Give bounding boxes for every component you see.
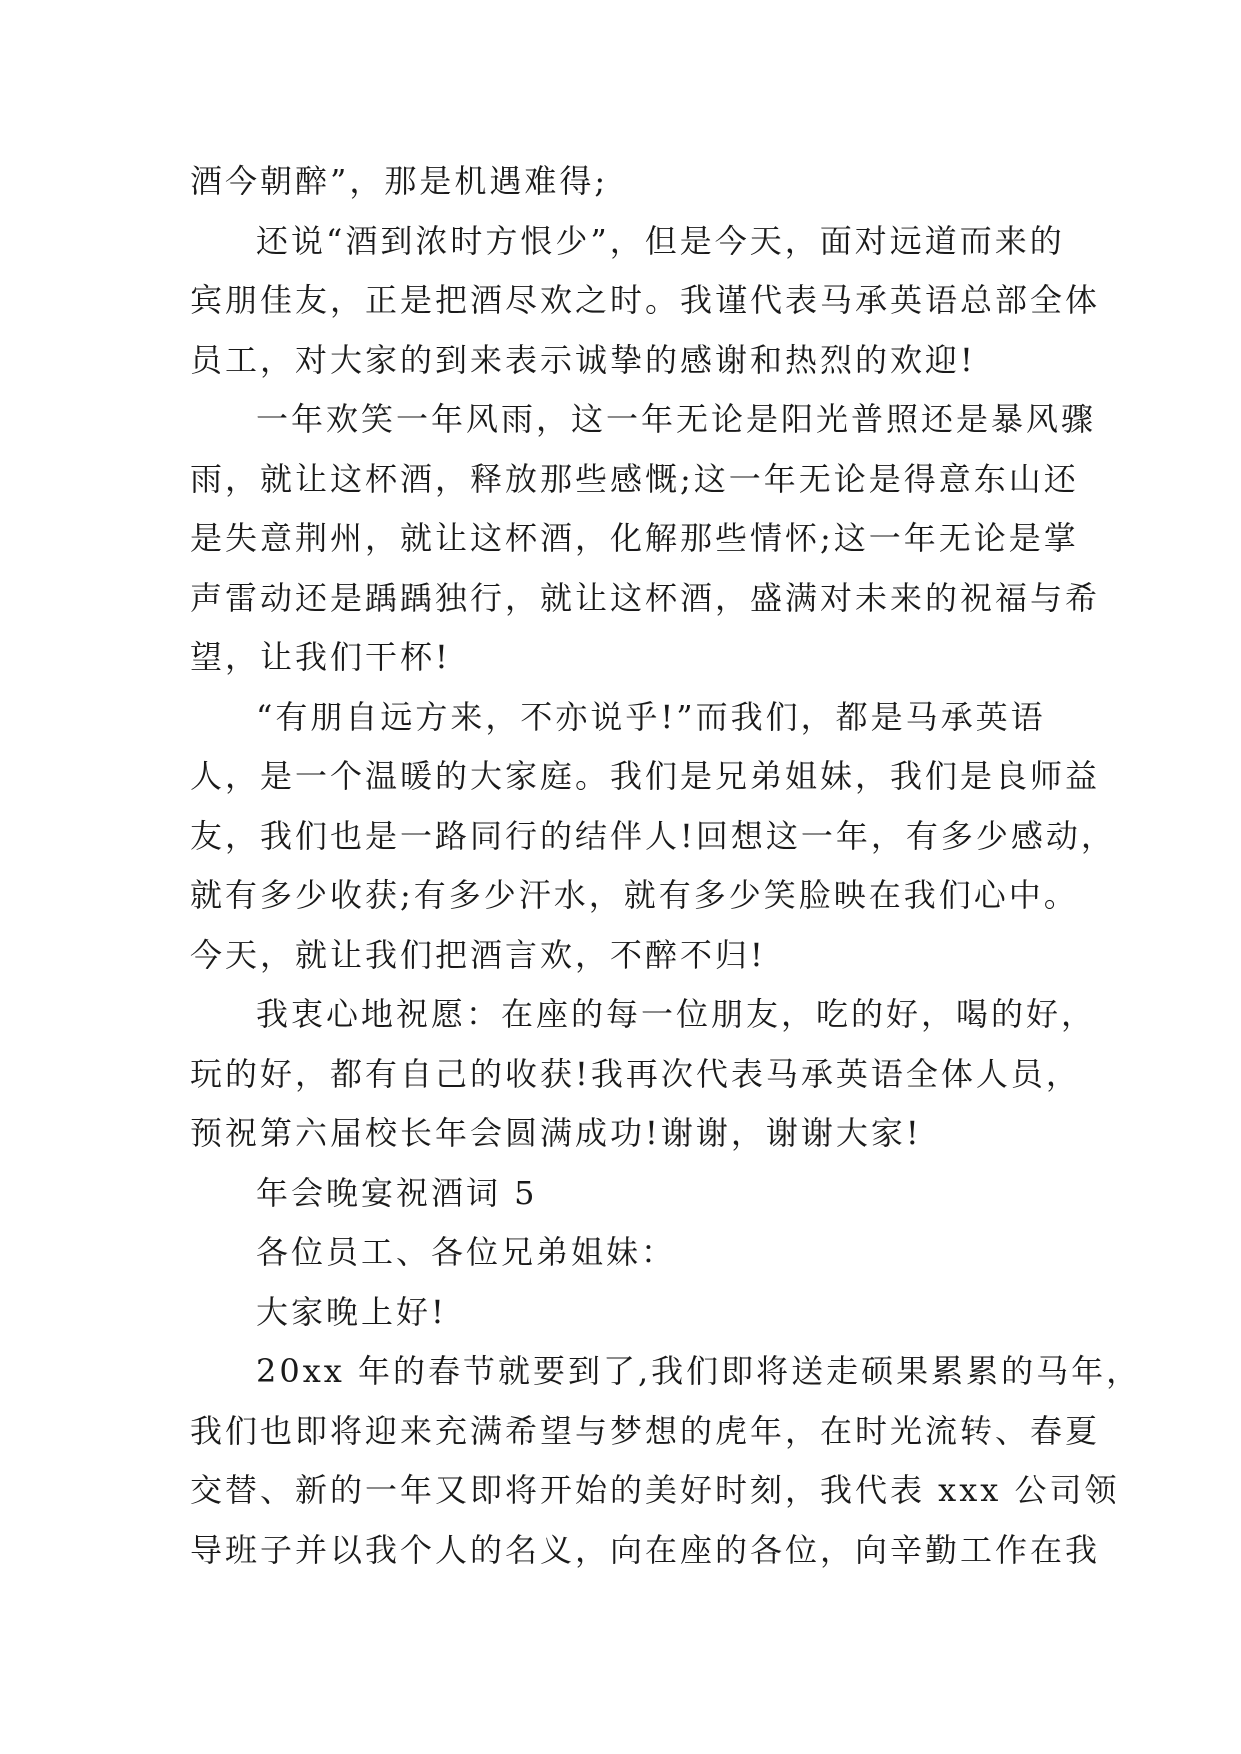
text-line: “有朋自远方来，不亦说乎!”而我们，都是马承英语 [256,697,1046,736]
document-body [190,152,1142,1580]
text-line: 我衷心地祝愿：在座的每一位朋友，吃的好，喝的好， [256,995,1097,1033]
text-line: 还说“酒到浓时方恨少”，但是今天，面对远道而来的 [256,221,1065,260]
text-line: 年会晚宴祝酒词 5 [256,1173,538,1212]
text-line: 声雷动还是踽踽独行，就让这杯酒，盛满对未来的祝福与希 [190,578,1101,617]
text-line: 导班子并以我个人的名义，向在座的各位，向辛勤工作在我 [190,1530,1101,1569]
text-line: 玩的好，都有自己的收获!我再次代表马承英语全体人员， [190,1054,1081,1093]
text-line: 望，让我们干杯! [190,638,451,676]
text-line: 雨，就让这杯酒，释放那些感慨;这一年无论是得意东山还 [190,459,1079,498]
text-line: 预祝第六届校长年会圆满成功!谢谢，谢谢大家! [190,1114,922,1152]
text-line: 人，是一个温暖的大家庭。我们是兄弟姐妹，我们是良师益 [190,757,1101,795]
text-line: 是失意荆州，就让这杯酒，化解那些情怀;这一年无论是掌 [190,519,1079,557]
text-line: 我们也即将迎来充满希望与梦想的虎年，在时光流转、春夏 [190,1411,1101,1450]
text-line: 酒今朝醉”，那是机遇难得; [190,162,609,200]
text-line: 员工，对大家的到来表示诚挚的感谢和热烈的欢迎! [190,340,976,379]
text-line: 各位员工、各位兄弟姐妹： [256,1233,677,1271]
text-line: 交替、新的一年又即将开始的美好时刻，我代表 xxx 公司领 [190,1471,1120,1509]
text-line: 今天，就让我们把酒言欢，不醉不归! [190,935,766,974]
text-line: 20xx 年的春节就要到了,我们即将送走硕果累累的马年， [256,1352,1142,1390]
text-line: 一年欢笑一年风雨，这一年无论是阳光普照还是暴风骤 [256,400,1097,438]
text-line: 宾朋佳友，正是把酒尽欢之时。我谨代表马承英语总部全体 [190,281,1101,319]
text-line: 就有多少收获;有多少汗水，就有多少笑脸映在我们心中。 [190,876,1079,914]
text-line: 友，我们也是一路同行的结伴人!回想这一年，有多少感动， [190,816,1116,855]
text-line: 大家晚上好! [256,1292,447,1331]
